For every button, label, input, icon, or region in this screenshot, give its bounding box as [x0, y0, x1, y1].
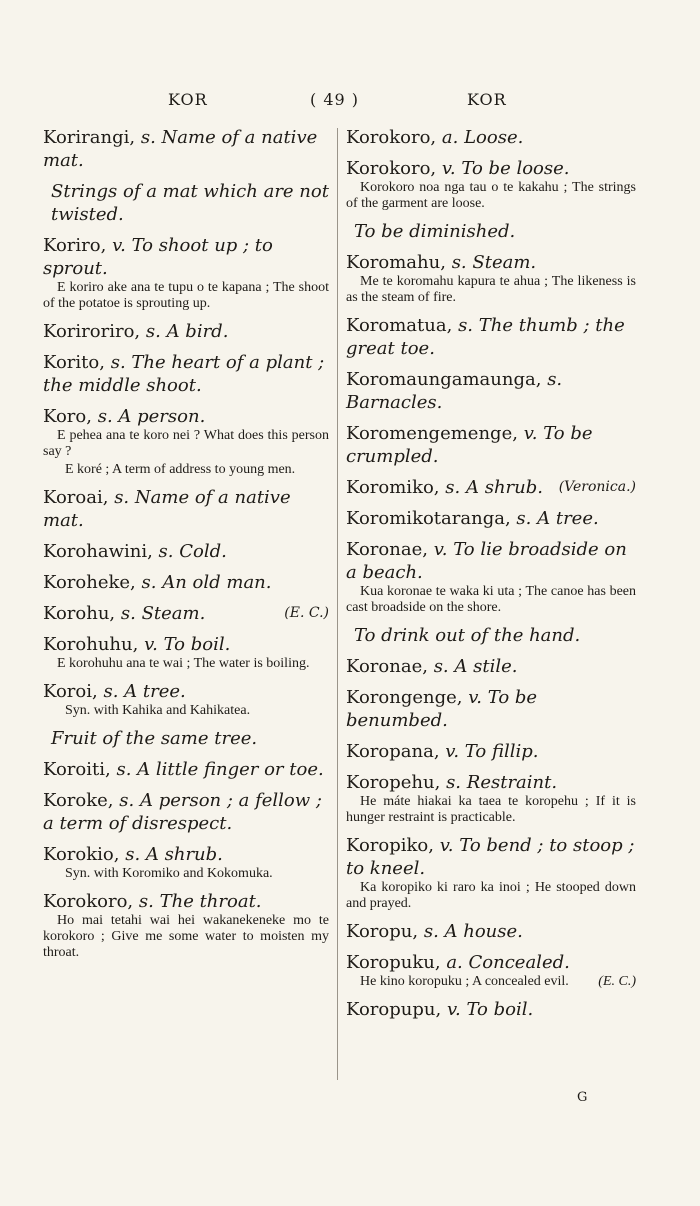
dictionary-entry [346, 126, 636, 149]
entry-line [43, 540, 329, 563]
column-divider [337, 128, 338, 1080]
headword: Koronae, [346, 656, 428, 677]
entry-line [346, 157, 636, 180]
entry-line [346, 920, 636, 943]
dictionary-entry [346, 368, 636, 414]
dictionary-entry [43, 180, 329, 226]
entry-line [346, 507, 636, 530]
definition: The throat. [159, 891, 262, 912]
example-text: E korohuhu ana te wai ; The water is boiling. [57, 656, 310, 671]
dictionary-entry [346, 538, 636, 616]
entry-line [346, 655, 636, 678]
entry-line [346, 422, 636, 468]
dictionary-entry [346, 655, 636, 678]
example-sentence [43, 656, 329, 672]
headword: Korokio, [43, 844, 120, 865]
dictionary-entry [346, 686, 636, 732]
part-of-speech: s. [119, 790, 135, 811]
definition: A stile. [454, 656, 518, 677]
entry-line [43, 320, 329, 343]
part-of-speech: s. [103, 681, 119, 702]
example-sentence [346, 584, 636, 616]
headword: Koroai, [43, 487, 109, 508]
headword: Korohu, [43, 603, 116, 624]
running-header [0, 90, 700, 114]
dictionary-entry [43, 602, 329, 625]
header-left: KOR [168, 90, 208, 109]
usage-note: E koré ; A term of address to young men. [65, 462, 296, 477]
definition: A tree. [537, 508, 599, 529]
definition: A person ; a fellow ; a term of disrespect. [43, 790, 322, 834]
definition: The thumb ; the great toe. [346, 315, 625, 359]
definition: To boil. [163, 634, 231, 655]
part-of-speech: v. [433, 539, 448, 560]
source-reference: (Veronica.) [558, 479, 636, 495]
headword: Koroheke, [43, 572, 136, 593]
entry-line [43, 571, 329, 594]
headword: Koroiti, [43, 759, 111, 780]
entry-line [346, 368, 636, 414]
entry-line [346, 771, 636, 794]
definition: To boil. [466, 999, 534, 1020]
entry-line [43, 843, 329, 866]
usage-note: Syn. with Koromiko and Kokomuka. [65, 866, 273, 881]
definition: Name of a native mat. [43, 127, 318, 171]
part-of-speech: a. [441, 127, 459, 148]
headword: Korohuhu, [43, 634, 139, 655]
headword: Korito, [43, 352, 105, 373]
part-of-speech: s. [433, 656, 449, 677]
dictionary-entry [346, 951, 636, 990]
part-of-speech: v. [112, 235, 126, 256]
headword: Koropana, [346, 741, 440, 762]
headword: Koroi, [43, 681, 98, 702]
definition: Barnacles. [346, 392, 443, 413]
dictionary-entry [43, 758, 329, 781]
sense-line: To drink out of the hand. [354, 625, 581, 646]
example-text: E koriro ake ana te tupu o te kapana ; The shoot of the potatoe is sprouting up. [43, 280, 329, 311]
definition: To be crumpled. [346, 423, 593, 467]
dictionary-entry [43, 789, 329, 835]
sense-line: Fruit of the same tree. [51, 728, 258, 749]
part-of-speech: s. [110, 352, 126, 373]
definition: Loose. [464, 127, 524, 148]
entry-line [43, 758, 329, 781]
example-text: Me te koromahu kapura te ahua ; The likeness is as the steam of fire. [346, 274, 636, 305]
dictionary-entry [43, 351, 329, 397]
headword: Koriroriro, [43, 321, 141, 342]
entry-line [346, 126, 636, 149]
source-reference: (E. C.) [284, 605, 329, 621]
dictionary-entry [346, 507, 636, 530]
entry-line [43, 126, 329, 172]
part-of-speech: s. [138, 891, 154, 912]
example-text: Korokoro noa nga tau o te kakahu ; The strings of the garment are loose. [346, 180, 636, 211]
entry-line [43, 890, 329, 913]
definition: Steam. [141, 603, 206, 624]
part-of-speech: s. [451, 252, 467, 273]
entry-line [43, 234, 329, 280]
dictionary-entry [43, 234, 329, 312]
example-sentence [43, 913, 329, 961]
usage-note: Syn. with Kahika and Kahikatea. [65, 703, 251, 718]
dictionary-entry [346, 422, 636, 468]
headword: Koropiko, [346, 835, 434, 856]
headword: Koromikotaranga, [346, 508, 511, 529]
definition: To be loose. [461, 158, 570, 179]
example-sentence [346, 180, 636, 212]
dictionary-entry [43, 727, 329, 750]
example-sentence [346, 974, 636, 990]
dictionary-entry [346, 220, 636, 243]
entry-line [346, 834, 636, 880]
source-reference: (E. C.) [598, 974, 636, 989]
example-sentence [346, 274, 636, 306]
entry-line [346, 314, 636, 360]
definition: Cold. [179, 541, 227, 562]
definition: A bird. [166, 321, 229, 342]
headword: Koroke, [43, 790, 114, 811]
entry-line [43, 789, 329, 835]
dictionary-entry [43, 890, 329, 961]
part-of-speech: s. [140, 127, 156, 148]
dictionary-entry [43, 486, 329, 532]
definition: Concealed. [468, 952, 570, 973]
headword: Korohawini, [43, 541, 153, 562]
dictionary-entry [346, 476, 636, 499]
part-of-speech: s. [125, 844, 141, 865]
part-of-speech: s. [141, 572, 157, 593]
headword: Koromiko, [346, 477, 440, 498]
part-of-speech: s. [458, 315, 474, 336]
definition: To shoot up ; to sprout. [43, 235, 273, 279]
entry-line [346, 951, 636, 974]
right-column [346, 126, 636, 1029]
dictionary-entry [43, 571, 329, 594]
entry-line [43, 633, 329, 656]
headword: Koropuku, [346, 952, 441, 973]
dictionary-entry [346, 157, 636, 212]
part-of-speech: s. [547, 369, 563, 390]
definition: To lie broadside on a beach. [346, 539, 627, 583]
headword: Korokoro, [346, 158, 437, 179]
headword: Korokoro, [43, 891, 134, 912]
entry-line [43, 351, 329, 397]
example-sentence [43, 280, 329, 312]
definition: A shrub. [145, 844, 223, 865]
example-text: Kua koronae te waka ki uta ; The canoe has been cast broadside on the shore. [346, 584, 636, 615]
example-text: He kino koropuku ; A concealed evil. [360, 974, 569, 989]
left-column [43, 126, 329, 969]
entry-line [346, 538, 636, 584]
entry-line [346, 998, 636, 1021]
dictionary-entry [43, 633, 329, 672]
example-text: He máte hiakai ka taea te koropehu ; If it is hunger restraint is practicable. [346, 794, 636, 825]
definition: Restraint. [466, 772, 558, 793]
part-of-speech: s. [446, 772, 462, 793]
example-sentence [346, 880, 636, 912]
dictionary-entry [346, 998, 636, 1021]
part-of-speech: a. [446, 952, 463, 973]
part-of-speech: s. [423, 921, 439, 942]
page-number: ( 49 ) [310, 90, 360, 109]
example-text: Ka koropiko ki raro ka inoi ; He stooped down and prayed. [346, 880, 636, 911]
definition: A house. [444, 921, 523, 942]
definition: Steam. [472, 252, 537, 273]
headword: Koropehu, [346, 772, 441, 793]
signature-mark: G [577, 1090, 588, 1105]
part-of-speech: v. [446, 999, 461, 1020]
dictionary-entry [43, 540, 329, 563]
headword: Koromengemenge, [346, 423, 518, 444]
part-of-speech: v. [468, 687, 482, 708]
entry-line [346, 476, 636, 499]
definition: The heart of a plant ; the middle shoot. [43, 352, 325, 396]
definition: An old man. [162, 572, 272, 593]
dictionary-entry [43, 405, 329, 478]
entry-line [346, 251, 636, 274]
entry-line [346, 740, 636, 763]
part-of-speech: s. [116, 759, 132, 780]
dictionary-entry [346, 314, 636, 360]
definition: To fillip. [464, 741, 539, 762]
part-of-speech: s. [516, 508, 532, 529]
dictionary-entry [346, 624, 636, 647]
headword: Koromahu, [346, 252, 446, 273]
part-of-speech: s. [445, 477, 461, 498]
headword: Korongenge, [346, 687, 463, 708]
part-of-speech: v. [439, 835, 454, 856]
dictionary-entry [346, 920, 636, 943]
dictionary-entry [43, 680, 329, 719]
part-of-speech: s. [120, 603, 136, 624]
dictionary-entry [43, 843, 329, 882]
dictionary-entry [346, 771, 636, 826]
dictionary-entry [346, 740, 636, 763]
example-text: Ho mai tetahi wai hei wakanekeneke mo te korokoro ; Give me some water to moisten my throat. [43, 913, 329, 960]
example-sentence [43, 428, 329, 460]
part-of-speech: v. [445, 741, 460, 762]
dictionary-entry [346, 251, 636, 306]
dictionary-entry [43, 320, 329, 343]
headword: Koriro, [43, 235, 107, 256]
headword: Koro, [43, 406, 92, 427]
dictionary-entry [43, 126, 329, 172]
part-of-speech: v. [144, 634, 158, 655]
definition: A person. [118, 406, 206, 427]
headword: Koromaungamaunga, [346, 369, 542, 390]
part-of-speech: v. [441, 158, 456, 179]
part-of-speech: s. [145, 321, 161, 342]
headword: Koronae, [346, 539, 428, 560]
sense-line: To be diminished. [354, 221, 516, 242]
part-of-speech: s. [158, 541, 174, 562]
part-of-speech: s. [97, 406, 113, 427]
definition: To bend ; to stoop ; to kneel. [346, 835, 635, 879]
entry-line [43, 602, 329, 625]
dictionary-entry [346, 834, 636, 912]
definition: A tree. [124, 681, 186, 702]
headword: Koropupu, [346, 999, 442, 1020]
definition: A shrub. [465, 477, 543, 498]
definition: Name of a native mat. [43, 487, 291, 531]
definition: A little finger or toe. [137, 759, 324, 780]
headword: Koropu, [346, 921, 419, 942]
headword: Korirangi, [43, 127, 136, 148]
part-of-speech: s. [114, 487, 130, 508]
entry-line [43, 486, 329, 532]
definition: To be benumbed. [346, 687, 538, 731]
part-of-speech: v. [523, 423, 538, 444]
header-right: KOR [467, 90, 507, 109]
headword: Korokoro, [346, 127, 437, 148]
sense-line: Strings of a mat which are not twisted. [51, 181, 329, 225]
headword: Koromatua, [346, 315, 453, 336]
entry-line [346, 686, 636, 732]
example-text: E pehea ana te koro nei ? What does this person say ? [43, 428, 329, 459]
entry-line [43, 405, 329, 428]
entry-line [43, 680, 329, 703]
example-sentence [346, 794, 636, 826]
